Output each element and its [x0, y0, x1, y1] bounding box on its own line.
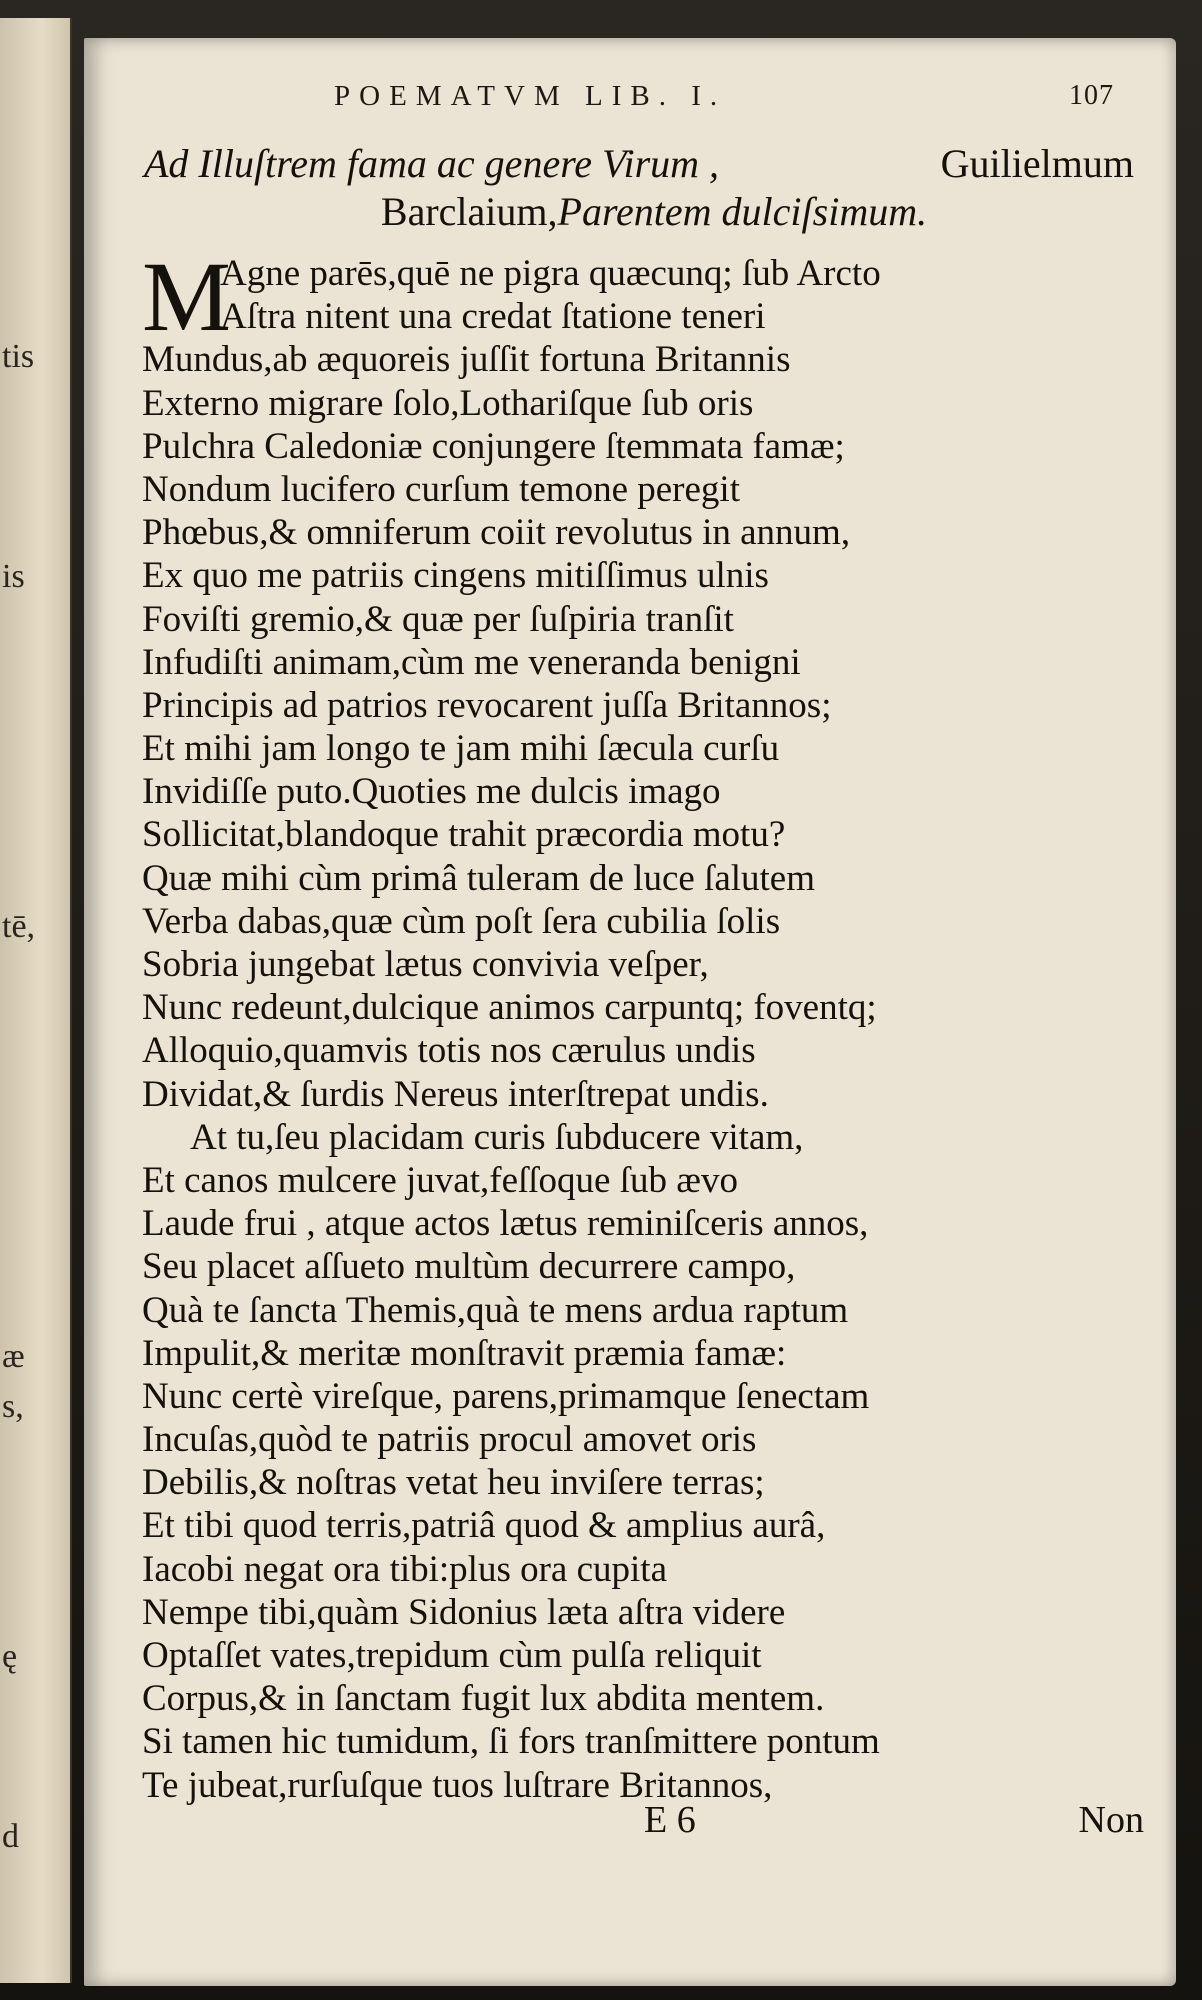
- poem-line: Nunc certè vireſque, parens,primamque ſenectam: [142, 1375, 870, 1417]
- poem-line: Et mihi jam longo te jam mihi ſæcula curſu: [142, 728, 780, 770]
- poem-line: Debilis,& noſtras vetat heu inviſere terras;: [142, 1462, 765, 1504]
- running-head-title: POEMATVM LIB. I.: [334, 80, 727, 112]
- facing-page-fragment: d: [2, 1818, 19, 1855]
- poem-line: Ex quo me patriis cingens mitiſſimus ulnis: [142, 555, 769, 597]
- poem-line: Nempe tibi,quàm Sidonius læta aſtra videre: [142, 1591, 786, 1633]
- poem-line: Externo migrare ſolo,Lothariſque ſub oris: [142, 382, 754, 424]
- poem-line: Corpus,& in ſanctam fugit lux abdita mentem.: [142, 1678, 825, 1720]
- poem-line: At tu,ſeu placidam curis ſubducere vitam,: [190, 1116, 804, 1158]
- poem-line: Te jubeat,rurſuſque tuos luſtrare Britannos,: [142, 1764, 773, 1806]
- poem-line: Quæ mihi cùm primâ tuleram de luce ſalutem: [142, 857, 816, 899]
- poem-line: Nondum lucifero curſum temone peregit: [142, 468, 740, 510]
- poem-line: Et tibi quod terris,patriâ quod & amplius aurâ,: [142, 1505, 826, 1547]
- poem-line: Laude frui , atque actos lætus reminiſceris annos,: [142, 1203, 869, 1245]
- heading-roman-2: Barclaium,: [380, 189, 558, 234]
- poem-line: Dividat,& ſurdis Nereus interſtrepat undis.: [142, 1073, 769, 1115]
- heading-italic-2: Parentem dulciſsimum.: [557, 189, 928, 234]
- signature-mark: E 6: [644, 1799, 696, 1841]
- catchword: Non: [1078, 1799, 1144, 1841]
- poem-line: Et canos mulcere juvat,feſſoque ſub ævo: [142, 1159, 738, 1201]
- facing-page-fragment: s,: [2, 1388, 24, 1425]
- drop-capital: M: [142, 241, 231, 352]
- poem-line: Sobria jungebat lætus convivia veſper,: [142, 944, 709, 986]
- page-number: 107: [1069, 80, 1114, 111]
- running-head: [334, 80, 1114, 113]
- poem-body: [142, 241, 1152, 1807]
- poem-line: Foviſti gremio,& quæ per ſuſpiria tranſit: [142, 598, 734, 640]
- poem-line: Iacobi negat ora tibi:plus ora cupita: [142, 1548, 668, 1590]
- poem-line: Pulchra Caledoniæ conjungere ſtemmata famæ;: [142, 425, 845, 467]
- heading-roman-1: Guilielmum: [940, 141, 1134, 186]
- poem-line: Alloquio,quamvis totis nos cærulus undis: [142, 1030, 756, 1072]
- poem-line: Incuſas,quòd te patriis procul amovet oris: [142, 1419, 757, 1461]
- poem-line: Impulit,& meritæ monſtravit præmia famæ:: [142, 1332, 787, 1374]
- poem-line: Si tamen hic tumidum, ſi fors tranſmittere pontum: [142, 1721, 880, 1763]
- poem-line: Agne parēs,quē ne pigra quæcunq; ſub Arcto: [220, 253, 881, 294]
- poem-line: Optaſſet vates,trepidum cùm pulſa reliquit: [142, 1635, 762, 1677]
- poem-line: Mundus,ab æquoreis juſſit fortuna Britannis: [142, 339, 791, 381]
- heading-italic-1: Ad Illuſtrem fama ac genere Virum ,: [144, 141, 720, 186]
- book-page: [84, 38, 1176, 1986]
- opening-lines: [142, 241, 1152, 352]
- poem-line: Quà te ſancta Themis,quà te mens ardua raptum: [142, 1289, 849, 1331]
- facing-page-fragment: æ: [2, 1338, 25, 1375]
- poem-line: Seu placet aſſueto multùm decurrere campo,: [142, 1246, 796, 1288]
- poem-line: Aſtra nitent una credat ſtatione teneri: [220, 296, 766, 338]
- poem-line: Phœbus,& omniferum coiit revolutus in annum,: [142, 512, 851, 554]
- poem-line: Nunc redeunt,dulcique animos carpuntq; foventq;: [142, 987, 877, 1029]
- facing-page-fragment: ę: [2, 1638, 18, 1675]
- poem-line: Principis ad patrios revocarent juſſa Britannos;: [142, 684, 832, 726]
- facing-page-edge: [0, 18, 72, 1983]
- poem-line: Verba dabas,quæ cùm poſt ſera cubilia ſolis: [142, 900, 781, 942]
- poem-line: Invidiſſe puto.Quoties me dulcis imago: [142, 771, 721, 813]
- poem-line: Infudiſti animam,cùm me veneranda benigni: [142, 641, 801, 683]
- facing-page-fragment: tis: [2, 338, 35, 375]
- poem-heading: [144, 140, 1134, 236]
- facing-page-fragment: tē,: [2, 908, 36, 945]
- facing-page-fragment: is: [2, 558, 25, 595]
- poem-line: Sollicitat,blandoque trahit præcordia motu?: [142, 814, 786, 856]
